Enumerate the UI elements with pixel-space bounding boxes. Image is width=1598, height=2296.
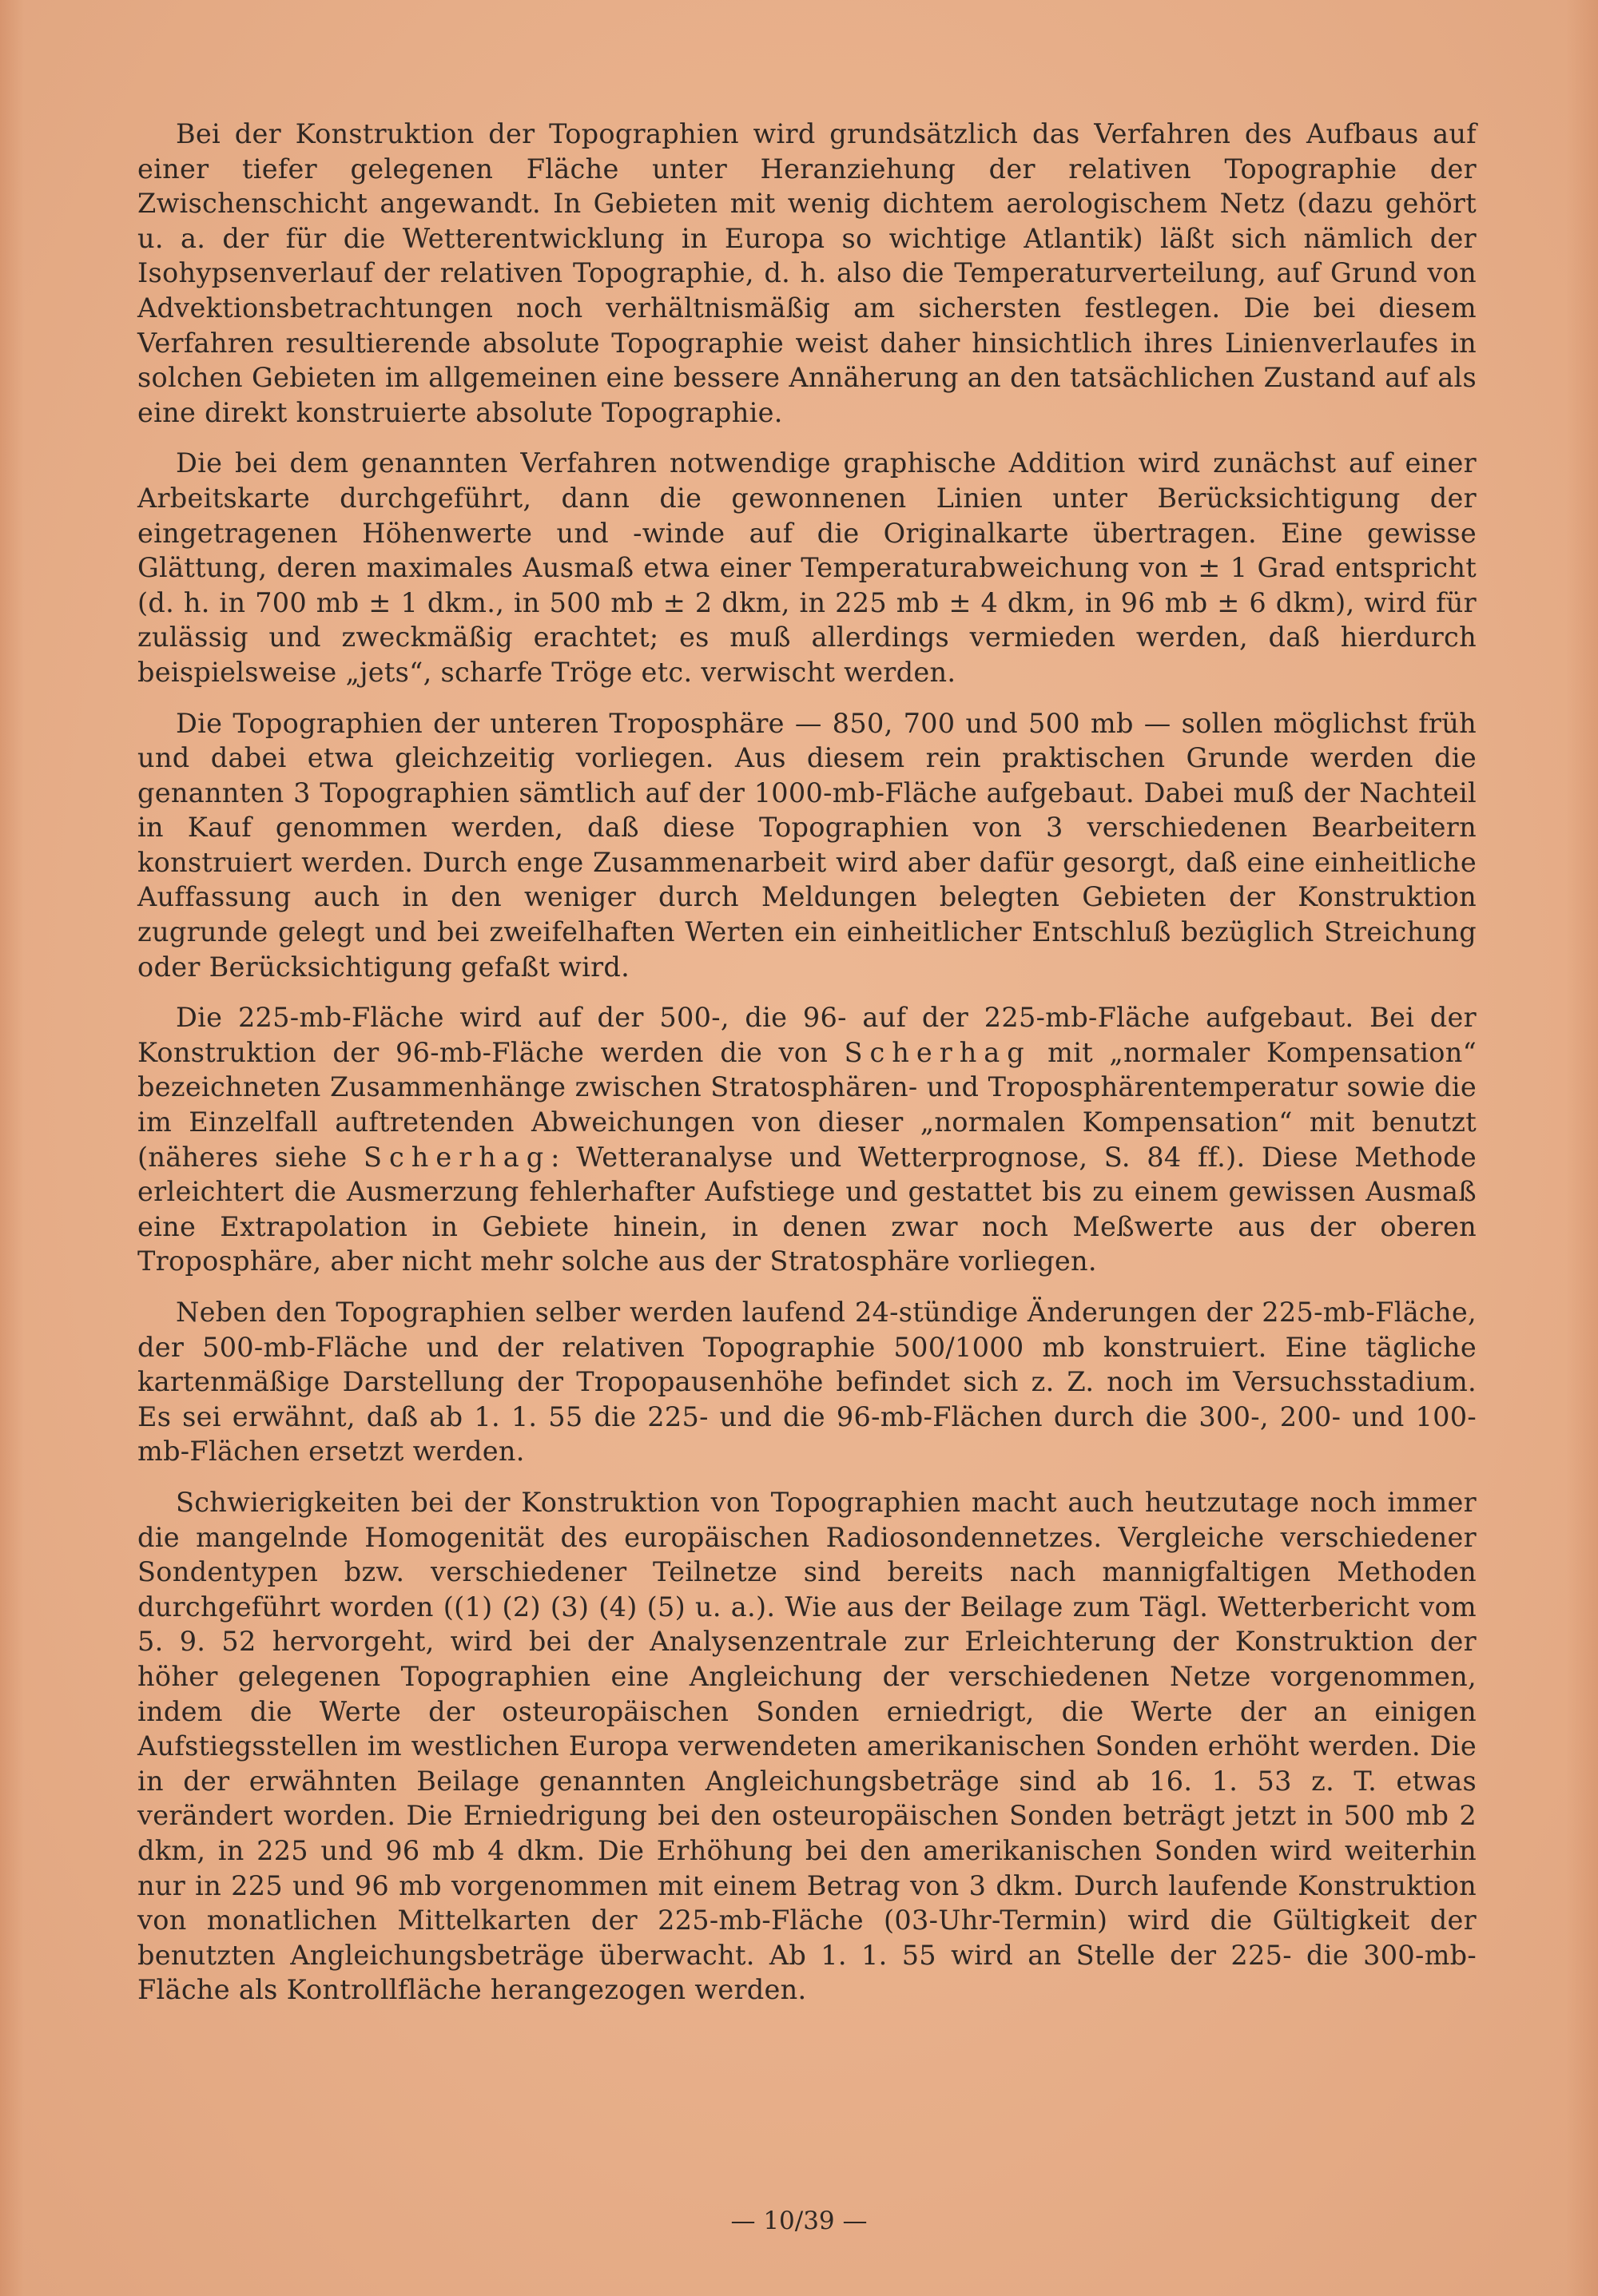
paragraph-2-text: Die bei dem genannten Verfahren notwendige graphische Addition wird zunächst auf einer Arbeitskarte durchgeführt, dann die gewonnenen Linien unter Berücksichtigung der eingetragenen Höhenwerte und -winde auf die Originalkarte übertragen. Eine gewisse Glättung, deren maximales Ausmaß etwa einer Temperaturabweichung von ± 1 Grad entspricht (d. h. in 700 mb ± 1 dkm., in 500 mb ± 2 dkm, in 225 mb ± 4 dkm, in 96 mb ± 6 dkm), wird für zulässig und zweckmäßig erachtet; es muß allerdings vermieden werden, daß hierdurch beispielsweise „jets“, scharfe Tröge etc. verwischt werden.: [137, 447, 1477, 688]
paragraph-2: [137, 446, 1477, 689]
paragraph-3: [137, 706, 1477, 985]
author-name-scherhag: Scherhag: [364, 1141, 551, 1173]
body-text: [137, 117, 1477, 2024]
paragraph-4-text-b: mit „normaler Kompensation“ bezeichneten Zusammenhänge zwischen Stratosphären- und Troposphärentemperatur sowie die im Einzelfall auftretenden Abweichungen von dieser „normalen Kompensation“ mit benutzt (näheres siehe: [137, 1036, 1477, 1173]
author-name-scherhag: Scherhag: [844, 1036, 1032, 1068]
paragraph-3-text: Die Topographien der unteren Troposphäre — 850, 700 und 500 mb — sollen möglichst früh und dabei etwa gleichzeitig vorliegen. Aus diesem rein praktischen Grunde werden die genannten 3 Topographien sämtlich auf der 1000-mb-Fläche aufgebaut. Dabei muß der Nachteil in Kauf genommen werden, daß diese Topographien von 3 verschiedenen Bearbeitern konstruiert werden. Durch enge Zusammenarbeit wird aber dafür gesorgt, daß eine einheitliche Auffassung auch in den weniger durch Meldungen belegten Gebieten der Konstruktion zugrunde gelegt und bei zweifelhaften Werten ein einheitlicher Entschluß bezüglich Streichung oder Berücksichtigung gefaßt wird.: [137, 707, 1477, 983]
paragraph-1-text: Bei der Konstruktion der Topographien wird grundsätzlich das Verfahren des Aufbaus auf einer tiefer gelegenen Fläche unter Heranziehung der relativen Topographie der Zwischenschicht angewandt. In Gebieten mit wenig dichtem aerologischem Netz (dazu gehört u. a. der für die Wetterentwicklung in Europa so wichtige Atlantik) läßt sich nämlich der Isohypsenverlauf der relativen Topographie, d. h. also die Temperaturverteilung, auf Grund von Advektionsbetrachtungen noch verhältnismäßig am sichersten festlegen. Die bei diesem Verfahren resultierende absolute Topographie weist daher hinsichtlich ihres Linienverlaufes in solchen Gebieten im allgemeinen eine bessere Annäherung an den tatsächlichen Zustand auf als eine direkt konstruierte absolute Topographie.: [137, 118, 1477, 428]
paragraph-6: [137, 1485, 1477, 2008]
page-number: — 10/39 —: [730, 2207, 868, 2235]
paragraph-4-text-a: Die 225-mb-Fläche wird auf der 500-, die 96- auf der 225-mb-Fläche aufgebaut. Bei der Konstruktion der 96-mb-Fläche werden die von: [137, 1002, 1477, 1068]
paragraph-4: [137, 1000, 1477, 1279]
paragraph-1: [137, 117, 1477, 430]
paragraph-6-text: Schwierigkeiten bei der Konstruktion von Topographien macht auch heutzutage noch immer die mangelnde Homogenität des europäischen Radiosondennetzes. Vergleiche verschiedener Sondentypen bzw. verschiedener Teilnetze sind bereits nach mannigfaltigen Methoden durchgeführt worden ((1) (2) (3) (4) (5) u. a.). Wie aus der Beilage zum Tägl. Wetterbericht vom 5. 9. 52 hervorgeht, wird bei der Analysenzentrale zur Erleichterung der Konstruktion der höher gelegenen Topographien eine Angleichung der verschiedenen Netze vorgenommen, indem die Werte der osteuropäischen Sonden erniedrigt, die Werte der an einigen Aufstiegsstellen im westlichen Europa verwendeten amerikanischen Sonden erhöht werden. Die in der erwähnten Beilage genannten Angleichungsbeträge sind ab 16. 1. 53 z. T. etwas verändert worden. Die Erniedrigung bei den osteuropäischen Sonden beträgt jetzt in 500 mb 2 dkm, in 225 und 96 mb 4 dkm. Die Erhöhung bei den amerikanischen Sonden wird weiterhin nur in 225 und 96 mb vorgenommen mit einem Betrag von 3 dkm. Durch laufende Konstruktion von monatlichen Mittelkarten der 225-mb-Fläche (03-Uhr-Termin) wird die Gültigkeit der benutzten Angleichungsbeträge überwacht. Ab 1. 1. 55 wird an Stelle der 225- die 300-mb-Fläche als Kontrollfläche herangezogen werden.: [137, 1486, 1477, 2006]
paragraph-5-text: Neben den Topographien selber werden laufend 24-stündige Änderungen der 225-mb-Fläche, der 500-mb-Fläche und der relativen Topographie 500/1000 mb konstruiert. Eine tägliche kartenmäßige Darstellung der Tropopausenhöhe befindet sich z. Z. noch im Versuchsstadium. Es sei erwähnt, daß ab 1. 1. 55 die 225- und die 96-mb-Flächen durch die 300-, 200- und 100-mb-Flächen ersetzt werden.: [137, 1297, 1477, 1468]
paragraph-4-text-c: : Wetteranalyse und Wetterprognose, S. 84 ff.). Diese Methode erleichtert die Ausmerzung fehlerhafter Aufstiege und gestattet bis zu einem gewissen Ausmaß eine Extrapolation in Gebiete hinein, in denen zwar noch Meßwerte aus der oberen Troposphäre, aber nicht mehr solche aus der Stratosphäre vorliegen.: [137, 1141, 1477, 1277]
paragraph-5: [137, 1295, 1477, 1469]
